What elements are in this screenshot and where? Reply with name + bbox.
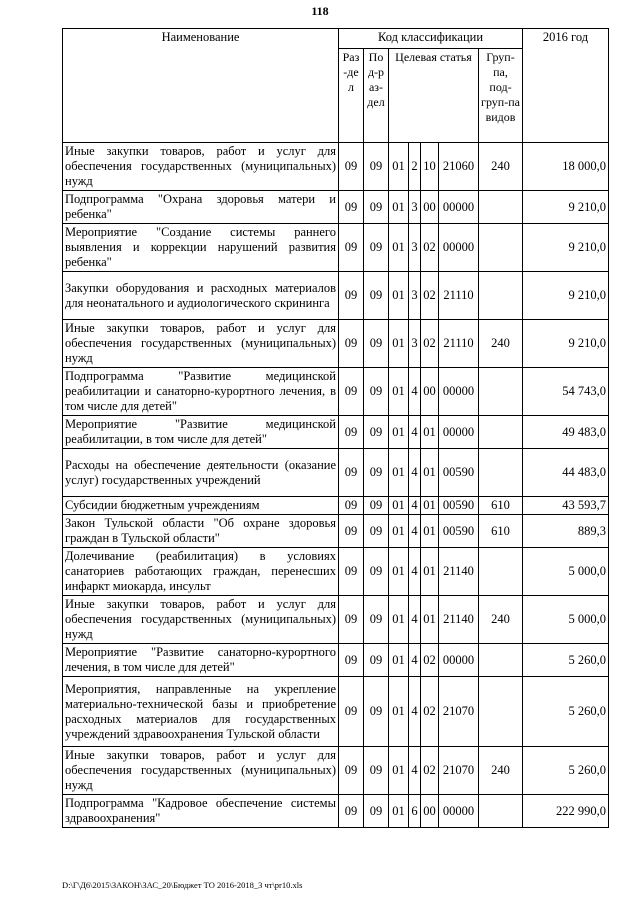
row-amount: 43 593,7 xyxy=(523,497,609,515)
row-target-subprogram: 3 xyxy=(409,191,421,224)
row-section: 09 xyxy=(339,416,364,449)
row-target-event: 02 xyxy=(421,644,439,677)
row-amount: 18 000,0 xyxy=(523,143,609,191)
row-amount: 49 483,0 xyxy=(523,416,609,449)
row-subsection: 09 xyxy=(364,644,389,677)
table-row xyxy=(63,795,609,828)
row-expense-group xyxy=(479,191,523,224)
row-expense-group: 240 xyxy=(479,143,523,191)
row-expense-group xyxy=(479,644,523,677)
row-target-subprogram: 4 xyxy=(409,677,421,747)
row-expense-group: 240 xyxy=(479,320,523,368)
row-expense-group xyxy=(479,224,523,272)
row-target-direction: 00000 xyxy=(439,224,479,272)
row-section: 09 xyxy=(339,497,364,515)
row-target-event: 10 xyxy=(421,143,439,191)
header-expense-group: Груп-па, под-груп-па видов xyxy=(479,49,523,143)
row-section: 09 xyxy=(339,795,364,828)
row-amount: 222 990,0 xyxy=(523,795,609,828)
row-target-direction: 00590 xyxy=(439,449,479,497)
header-subsection: Под-раз-дел xyxy=(364,49,389,143)
table-row xyxy=(63,224,609,272)
row-target-event: 02 xyxy=(421,747,439,795)
header-target-item: Целевая статья xyxy=(389,49,479,143)
row-expense-group xyxy=(479,368,523,416)
table-row xyxy=(63,548,609,596)
row-target-direction: 21140 xyxy=(439,596,479,644)
row-expense-group: 240 xyxy=(479,596,523,644)
row-target-direction: 00000 xyxy=(439,191,479,224)
row-amount: 5 260,0 xyxy=(523,747,609,795)
table-row xyxy=(63,143,609,191)
row-target-program: 01 xyxy=(389,224,409,272)
row-subsection: 09 xyxy=(364,143,389,191)
row-subsection: 09 xyxy=(364,320,389,368)
header-classification-code: Код классификации xyxy=(339,29,523,49)
row-name: Иные закупки товаров, работ и услуг для обеспечения государственных (муниципальных) нужд xyxy=(63,320,339,368)
row-subsection: 09 xyxy=(364,548,389,596)
row-target-event: 00 xyxy=(421,368,439,416)
row-amount: 889,3 xyxy=(523,515,609,548)
row-target-direction: 00000 xyxy=(439,368,479,416)
row-target-event: 01 xyxy=(421,449,439,497)
row-subsection: 09 xyxy=(364,747,389,795)
header-name: Наименование xyxy=(63,29,339,143)
row-target-program: 01 xyxy=(389,747,409,795)
row-name: Субсидии бюджетным учреждениям xyxy=(63,497,339,515)
row-subsection: 09 xyxy=(364,795,389,828)
row-target-program: 01 xyxy=(389,596,409,644)
row-subsection: 09 xyxy=(364,596,389,644)
row-target-direction: 21060 xyxy=(439,143,479,191)
row-subsection: 09 xyxy=(364,224,389,272)
row-section: 09 xyxy=(339,548,364,596)
row-section: 09 xyxy=(339,224,364,272)
row-name: Подпрограмма "Охрана здоровья матери и ребенка" xyxy=(63,191,339,224)
row-target-direction: 21110 xyxy=(439,272,479,320)
row-section: 09 xyxy=(339,320,364,368)
row-target-subprogram: 4 xyxy=(409,515,421,548)
row-target-subprogram: 3 xyxy=(409,224,421,272)
table-row xyxy=(63,191,609,224)
row-target-program: 01 xyxy=(389,795,409,828)
row-section: 09 xyxy=(339,449,364,497)
page-number: 118 xyxy=(311,4,329,18)
row-target-event: 02 xyxy=(421,224,439,272)
row-target-program: 01 xyxy=(389,143,409,191)
row-expense-group xyxy=(479,272,523,320)
row-target-program: 01 xyxy=(389,416,409,449)
row-target-program: 01 xyxy=(389,191,409,224)
table-row xyxy=(63,272,609,320)
row-amount: 9 210,0 xyxy=(523,272,609,320)
row-target-event: 02 xyxy=(421,320,439,368)
row-target-subprogram: 3 xyxy=(409,320,421,368)
row-target-direction: 00590 xyxy=(439,497,479,515)
row-target-subprogram: 4 xyxy=(409,497,421,515)
table-row xyxy=(63,320,609,368)
row-target-direction: 21140 xyxy=(439,548,479,596)
row-target-program: 01 xyxy=(389,368,409,416)
row-target-subprogram: 4 xyxy=(409,449,421,497)
row-name: Подпрограмма "Кадровое обеспечение системы здравоохранения" xyxy=(63,795,339,828)
row-name: Иные закупки товаров, работ и услуг для обеспечения государственных (муниципальных) нужд xyxy=(63,596,339,644)
row-section: 09 xyxy=(339,368,364,416)
row-expense-group xyxy=(479,449,523,497)
row-section: 09 xyxy=(339,677,364,747)
row-amount: 5 260,0 xyxy=(523,677,609,747)
row-expense-group: 610 xyxy=(479,497,523,515)
row-amount: 9 210,0 xyxy=(523,224,609,272)
row-subsection: 09 xyxy=(364,272,389,320)
row-expense-group xyxy=(479,416,523,449)
row-name: Мероприятие "Развитие медицинской реабилитации, в том числе для детей" xyxy=(63,416,339,449)
row-section: 09 xyxy=(339,272,364,320)
row-name: Долечивание (реабилитация) в условиях санаториев работающих граждан, перенесших инфаркт миокарда, инсульт xyxy=(63,548,339,596)
row-subsection: 09 xyxy=(364,191,389,224)
row-target-subprogram: 4 xyxy=(409,747,421,795)
row-name: Расходы на обеспечение деятельности (оказание услуг) государственных учреждений xyxy=(63,449,339,497)
row-target-subprogram: 3 xyxy=(409,272,421,320)
table-row xyxy=(63,677,609,747)
row-target-subprogram: 2 xyxy=(409,143,421,191)
row-target-subprogram: 4 xyxy=(409,548,421,596)
table-row xyxy=(63,644,609,677)
row-target-event: 02 xyxy=(421,677,439,747)
row-target-subprogram: 4 xyxy=(409,416,421,449)
row-target-program: 01 xyxy=(389,515,409,548)
table-row xyxy=(63,368,609,416)
row-target-direction: 00000 xyxy=(439,416,479,449)
row-section: 09 xyxy=(339,644,364,677)
table-row xyxy=(63,596,609,644)
row-name: Мероприятие "Создание системы раннего выявления и коррекции нарушений развития ребенка" xyxy=(63,224,339,272)
row-target-program: 01 xyxy=(389,677,409,747)
row-target-event: 01 xyxy=(421,548,439,596)
row-name: Закон Тульской области "Об охране здоровья граждан в Тульской области" xyxy=(63,515,339,548)
row-target-direction: 00000 xyxy=(439,644,479,677)
row-expense-group: 240 xyxy=(479,747,523,795)
row-target-subprogram: 4 xyxy=(409,644,421,677)
row-target-program: 01 xyxy=(389,272,409,320)
row-target-program: 01 xyxy=(389,497,409,515)
row-subsection: 09 xyxy=(364,368,389,416)
row-target-program: 01 xyxy=(389,449,409,497)
file-path-footer: D:\Г\Д6\2015\ЗАКОН\ЗАС_20\Бюджет ТО 2016-2018_3 чт\pr10.xls xyxy=(62,880,303,890)
row-name: Мероприятие "Развитие санаторно-курортного лечения, в том числе для детей" xyxy=(63,644,339,677)
row-name: Мероприятия, направленные на укрепление материально-технической базы и приобретение расходных материалов для государственных учреждений здравоохранения Тульской области xyxy=(63,677,339,747)
table-row xyxy=(63,497,609,515)
row-section: 09 xyxy=(339,143,364,191)
budget-table xyxy=(62,28,609,828)
row-target-event: 00 xyxy=(421,191,439,224)
table-row xyxy=(63,515,609,548)
row-expense-group: 610 xyxy=(479,515,523,548)
row-target-event: 00 xyxy=(421,795,439,828)
row-name: Иные закупки товаров, работ и услуг для обеспечения государственных (муниципальных) нужд xyxy=(63,747,339,795)
row-target-event: 01 xyxy=(421,497,439,515)
row-target-program: 01 xyxy=(389,548,409,596)
table-body xyxy=(63,143,609,828)
row-amount: 9 210,0 xyxy=(523,320,609,368)
row-target-direction: 00000 xyxy=(439,795,479,828)
row-section: 09 xyxy=(339,515,364,548)
row-subsection: 09 xyxy=(364,515,389,548)
row-subsection: 09 xyxy=(364,677,389,747)
row-name: Закупки оборудования и расходных материалов для неонатального и аудиологического скрининга xyxy=(63,272,339,320)
row-amount: 54 743,0 xyxy=(523,368,609,416)
row-section: 09 xyxy=(339,596,364,644)
row-name: Иные закупки товаров, работ и услуг для обеспечения государственных (муниципальных) нужд xyxy=(63,143,339,191)
row-target-subprogram: 4 xyxy=(409,596,421,644)
row-target-direction: 21070 xyxy=(439,677,479,747)
row-expense-group xyxy=(479,677,523,747)
row-amount: 44 483,0 xyxy=(523,449,609,497)
row-target-event: 01 xyxy=(421,596,439,644)
row-target-event: 02 xyxy=(421,272,439,320)
header-year: 2016 год xyxy=(523,29,609,143)
row-target-program: 01 xyxy=(389,320,409,368)
row-subsection: 09 xyxy=(364,449,389,497)
header-section: Раз-дел xyxy=(339,49,364,143)
row-target-event: 01 xyxy=(421,416,439,449)
row-subsection: 09 xyxy=(364,416,389,449)
row-target-direction: 21110 xyxy=(439,320,479,368)
row-target-event: 01 xyxy=(421,515,439,548)
row-name: Подпрограмма "Развитие медицинской реабилитации и санаторно-курортного лечения, в том числе для детей" xyxy=(63,368,339,416)
table-row xyxy=(63,747,609,795)
table-row xyxy=(63,449,609,497)
row-section: 09 xyxy=(339,747,364,795)
row-amount: 5 000,0 xyxy=(523,596,609,644)
row-target-direction: 21070 xyxy=(439,747,479,795)
row-section: 09 xyxy=(339,191,364,224)
row-amount: 5 000,0 xyxy=(523,548,609,596)
row-amount: 9 210,0 xyxy=(523,191,609,224)
row-expense-group xyxy=(479,795,523,828)
row-target-subprogram: 6 xyxy=(409,795,421,828)
row-amount: 5 260,0 xyxy=(523,644,609,677)
row-expense-group xyxy=(479,548,523,596)
row-target-subprogram: 4 xyxy=(409,368,421,416)
table-row xyxy=(63,416,609,449)
row-target-direction: 00590 xyxy=(439,515,479,548)
row-target-program: 01 xyxy=(389,644,409,677)
row-subsection: 09 xyxy=(364,497,389,515)
